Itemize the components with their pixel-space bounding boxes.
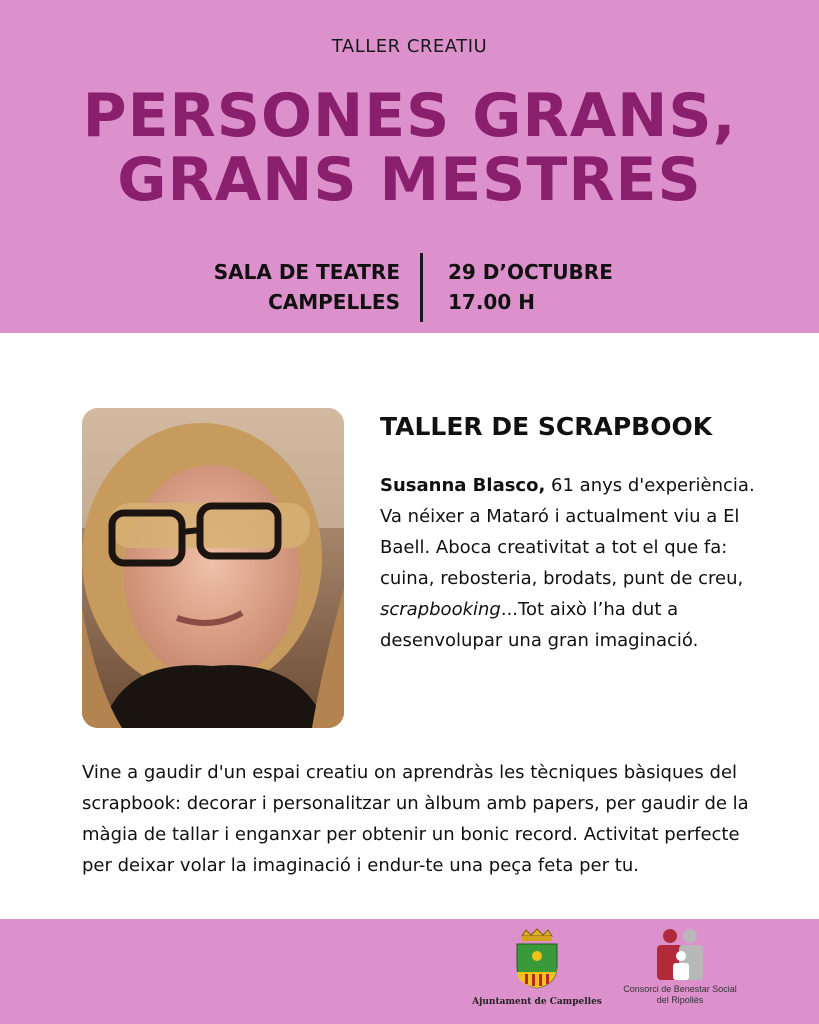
- event-title: [0, 81, 819, 215]
- event-datetime: [448, 257, 698, 317]
- host-name: Susanna Blasco,: [380, 475, 546, 496]
- workshop-title: TALLER DE SCRAPBOOK: [380, 412, 713, 441]
- bio-italic: scrapbooking: [380, 599, 501, 620]
- workshop-description: Vine a gaudir d'un espai creatiu on aprendràs les tècniques bàsiques del scrapbook: decorar i personalitzar un àlbum amb papers, per gaudir de la màgia de tallar i enganxar per obtenir un bonic record. Activitat perfecte per deixar volar la imaginació i endur-te una peça feta per tu.: [82, 762, 749, 876]
- host-experience: 61 anys d'experiència.: [545, 475, 755, 496]
- benestar-social-logo: [615, 928, 745, 1013]
- people-icon: [654, 928, 706, 980]
- benestar-social-label: [615, 984, 745, 1006]
- event-title-line1: PERSONES GRANS,: [82, 81, 737, 151]
- benestar-social-label-line1: Consorci de Benestar Social: [623, 984, 737, 994]
- campelles-logo: [467, 928, 607, 1013]
- event-title-line2: GRANS MESTRES: [117, 145, 702, 215]
- host-bio: [380, 470, 760, 656]
- coat-of-arms-icon: [512, 928, 562, 990]
- venue-line2: CAMPELLES: [268, 290, 400, 314]
- event-time: 17.00 H: [448, 290, 535, 314]
- campelles-logo-label: Ajuntament de Campelles: [472, 997, 602, 1007]
- header-banner: [0, 0, 819, 333]
- bio-part2: ...Tot això l’ha dut a desenvolupar una gran imaginació.: [380, 599, 699, 651]
- venue-line1: SALA DE TEATRE: [213, 260, 400, 284]
- host-photo: [82, 408, 344, 728]
- event-date: 29 D’OCTUBRE: [448, 260, 613, 284]
- bio-part1: Va néixer a Mataró i actualment viu a El Baell. Aboca creativitat a tot el que fa: cuina, rebosteria, brodats, punt de creu,: [380, 506, 744, 589]
- header-divider: [420, 253, 423, 322]
- benestar-social-label-line2: del Ripollès: [656, 995, 704, 1005]
- event-kicker: TALLER CREATIU: [331, 36, 488, 57]
- event-venue: [150, 257, 400, 317]
